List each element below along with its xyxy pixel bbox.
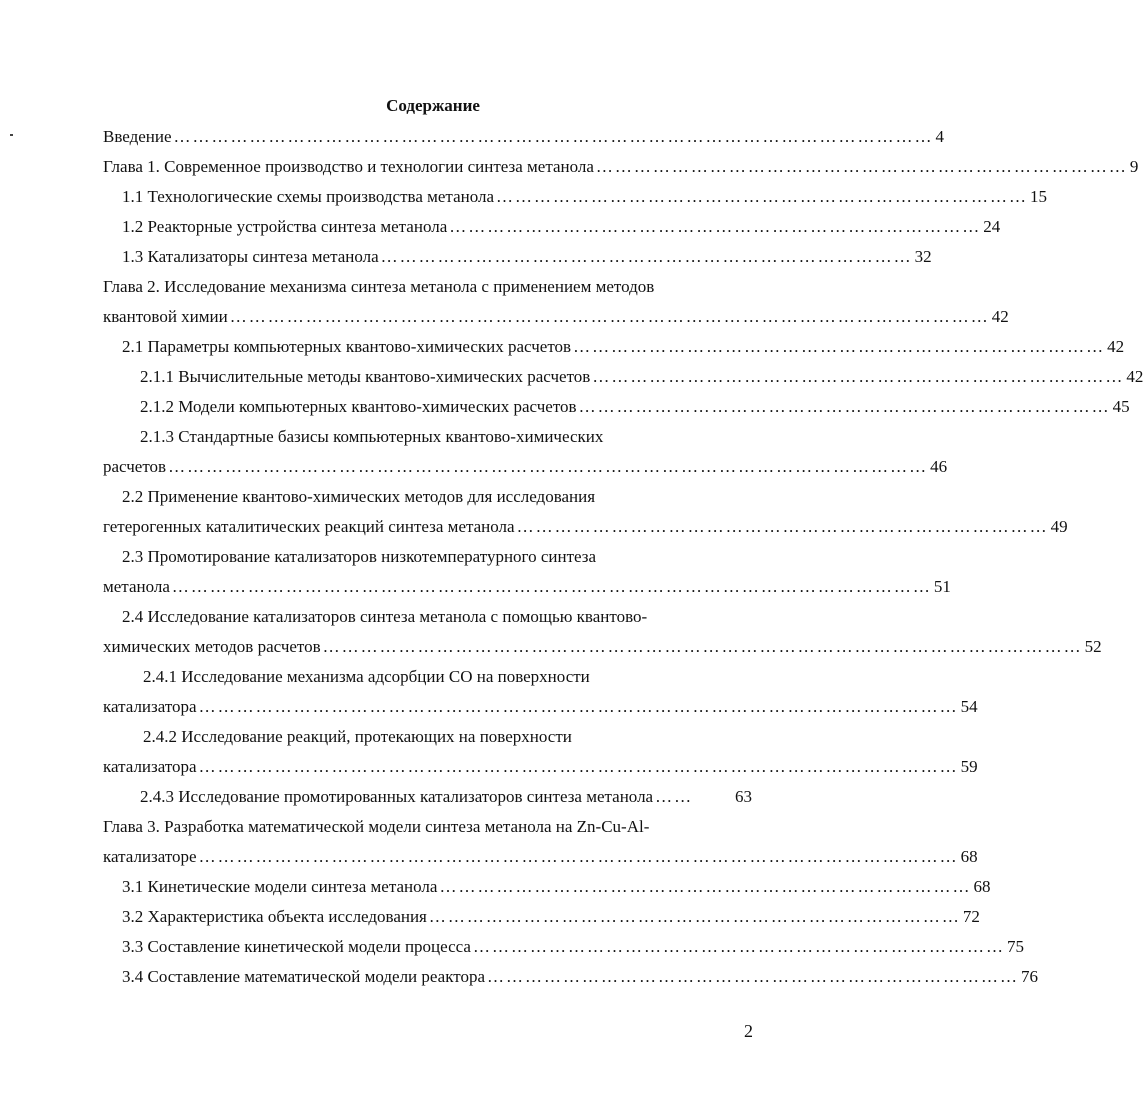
toc-entry-line1[interactable]: 2.1.3 Стандартные базисы компьютерных квантово-химических [140, 427, 604, 446]
toc-entry-line1[interactable]: Глава 3. Разработка математической модели синтеза метанола на Zn-Cu-Al- [103, 817, 650, 836]
toc-entry[interactable] [140, 392, 1130, 422]
toc-entry-page: 68 [960, 847, 978, 866]
toc-entry-line1[interactable]: 2.3 Промотирование катализаторов низкотемпературного синтеза [122, 547, 597, 566]
toc-leader: ………………………………………………………………………… [428, 907, 961, 926]
toc-entry[interactable] [122, 962, 1038, 992]
toc-leader: ………………………………………………………………………… [380, 247, 913, 266]
toc-entry[interactable] [122, 242, 932, 272]
toc-entry[interactable] [140, 362, 1143, 392]
toc-entry-text: расчетов [103, 457, 167, 476]
toc-entry-text: 3.1 Кинетические модели синтеза метанола [122, 877, 438, 896]
toc-entry-page: 54 [960, 697, 978, 716]
toc-leader: ………………………………………………………………………………………………………… [171, 577, 932, 596]
toc-leader: ………………………………………………………………………………………………………… [168, 457, 929, 476]
toc-entry-page: 49 [1050, 517, 1068, 536]
toc-entry-text: химических методов расчетов [103, 637, 321, 656]
toc-leader: ………………………………………………………………………… [516, 517, 1049, 536]
toc-entry-page: 59 [960, 757, 978, 776]
toc-entry[interactable] [122, 332, 1125, 362]
toc-leader: ………………………………………………………………………………………………………… [173, 127, 934, 146]
toc-entry-text: 1.1 Технологические схемы производства метанола [122, 187, 495, 206]
toc-leader: ………………………………………………………………………………………………………… [198, 847, 959, 866]
toc-entry-text: 1.3 Катализаторы синтеза метанола [122, 247, 379, 266]
toc-entry[interactable] [103, 512, 1068, 542]
toc-leader: ………………………………………………………………………………………………………… [198, 757, 959, 776]
page-title: Содержание [386, 96, 480, 115]
toc-entry-text: 3.2 Характеристика объекта исследования [122, 907, 427, 926]
toc-entry-page: 24 [983, 217, 1001, 236]
toc-entry-line1[interactable]: 2.4 Исследование катализаторов синтеза метанола с помощью квантово- [122, 607, 648, 626]
toc-leader: ………………………………………………………………………… [449, 217, 982, 236]
toc-entry[interactable] [122, 902, 980, 932]
toc-entry-page: 75 [1006, 937, 1024, 956]
toc-entry-page: 51 [933, 577, 951, 596]
toc-entry-text: 3.4 Составление математической модели реактора [122, 967, 485, 986]
toc-entry-page: 42 [1126, 367, 1143, 386]
toc-entry[interactable] [103, 632, 1102, 662]
toc-entry[interactable] [103, 572, 951, 602]
toc-entry-text: квантовой химии [103, 307, 228, 326]
toc-entry-page: 4 [935, 127, 945, 146]
toc-entry[interactable] [122, 182, 1048, 212]
toc-entry-line1[interactable]: 2.2 Применение квантово-химических методов для исследования [122, 487, 596, 506]
toc-entry-text: метанола [103, 577, 170, 596]
toc-entry-line1[interactable]: 2.4.1 Исследование механизма адсорбции СО на поверхности [143, 667, 590, 686]
toc-leader: ………………………………………………………………………………………………………… [198, 697, 959, 716]
toc-entry[interactable] [103, 842, 978, 872]
toc-entry[interactable] [103, 122, 945, 152]
toc-leader: ………………………………………………………………………… [592, 367, 1125, 386]
toc-entry[interactable] [122, 932, 1024, 962]
toc-entry-page: 63 [735, 787, 752, 806]
toc-entry-page: 68 [973, 877, 991, 896]
toc-entry-text: 2.1.2 Модели компьютерных квантово-химических расчетов [140, 397, 577, 416]
toc-leader: …… [655, 787, 694, 806]
toc-leader: ………………………………………………………………………………………………………… [229, 307, 990, 326]
toc-entry-text: Введение [103, 127, 172, 146]
toc-entry-page: 15 [1030, 187, 1048, 206]
toc-leader: ………………………………………………………………………………………………………… [322, 637, 1083, 656]
toc-entry-text: катализатора [103, 757, 197, 776]
toc-leader: ………………………………………………………………………… [595, 157, 1128, 176]
toc-entry[interactable] [103, 692, 978, 722]
toc-entry-text: 3.3 Составление кинетической модели процесса [122, 937, 471, 956]
toc-entry-text: катализатора [103, 697, 197, 716]
toc-entry-page: 32 [914, 247, 932, 266]
toc-entry-text: 2.4.3 Исследование промотированных катализаторов синтеза метанола [140, 787, 654, 806]
toc-entry-page: 52 [1084, 637, 1102, 656]
toc-entry-page: 45 [1112, 397, 1130, 416]
toc-entry-text: 2.1.1 Вычислительные методы квантово-химических расчетов [140, 367, 591, 386]
toc-entry[interactable] [103, 452, 948, 482]
toc-leader: ………………………………………………………………………… [472, 937, 1005, 956]
toc-entry[interactable] [122, 872, 991, 902]
toc-entry-line1[interactable]: 2.4.2 Исследование реакций, протекающих на поверхности [143, 727, 572, 746]
toc-entry-text: 2.1 Параметры компьютерных квантово-химических расчетов [122, 337, 572, 356]
toc-entry-page: 46 [930, 457, 948, 476]
toc-entry[interactable] [103, 752, 978, 782]
toc-entry-page: 72 [962, 907, 980, 926]
toc-leader: ………………………………………………………………………… [496, 187, 1029, 206]
toc-entry[interactable] [140, 782, 752, 812]
toc-entry-page: 42 [991, 307, 1009, 326]
toc-entry[interactable] [122, 212, 1001, 242]
toc-leader: ………………………………………………………………………… [487, 967, 1019, 986]
scan-speck [10, 134, 13, 136]
toc-entry-text: катализаторе [103, 847, 197, 866]
toc-entry-text: гетерогенных каталитических реакций синтеза метанола [103, 517, 515, 536]
toc-leader: ………………………………………………………………………… [439, 877, 972, 896]
toc-entry[interactable] [103, 302, 1009, 332]
toc-entry-text: Глава 1. Современное производство и технологии синтеза метанола [103, 157, 594, 176]
toc-entry[interactable] [103, 152, 1139, 182]
toc-leader: ………………………………………………………………………… [578, 397, 1111, 416]
toc-entry-page: 42 [1107, 337, 1125, 356]
page-number: 2 [744, 1021, 753, 1041]
toc-leader: ………………………………………………………………………… [573, 337, 1106, 356]
toc-entry-page: 9 [1129, 157, 1139, 176]
toc-entry-page: 76 [1021, 967, 1038, 986]
toc-entry-line1[interactable]: Глава 2. Исследование механизма синтеза метанола с применением методов [103, 277, 655, 296]
toc-entry-text: 1.2 Реакторные устройства синтеза метанола [122, 217, 448, 236]
